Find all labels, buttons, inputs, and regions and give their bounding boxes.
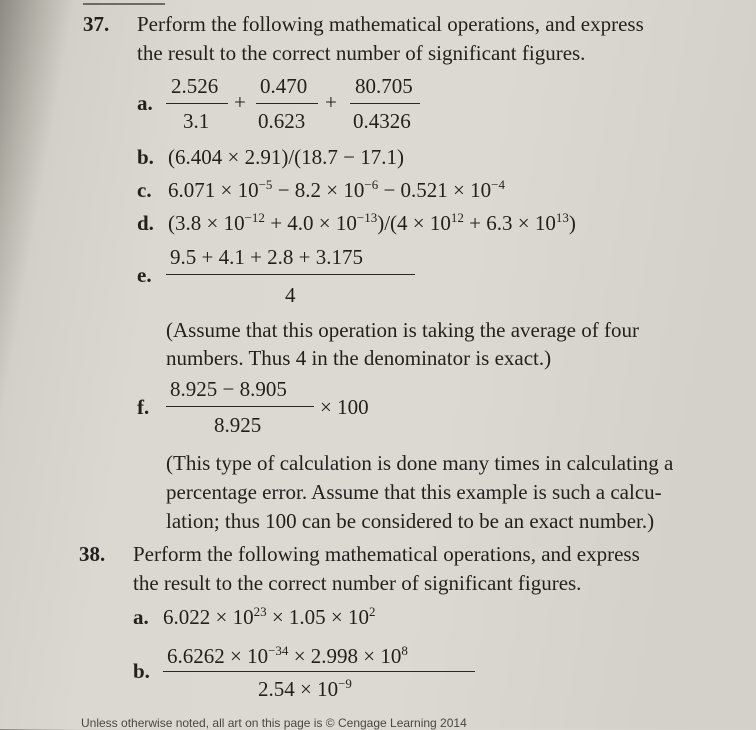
problem-38b-numerator: $6.6262 \times 10^{-34} \times 2.998 \times 10^8$ (167, 643, 408, 668)
problem-38b-label: b. (133, 659, 150, 683)
plus-sign-2: + (325, 90, 337, 114)
top-rule (83, 3, 165, 5)
problem-37e-denominator: 4 (285, 283, 296, 307)
problem-37f-denominator: 8.925 (214, 413, 262, 437)
problem-37d-label: d. (137, 211, 154, 235)
problem-37e-note-line-2: numbers. Thus 4 in the denominator is exact.) (166, 346, 552, 370)
problem-37-number: 37. (83, 12, 110, 36)
problem-37b-expression: (6.404 × 2.91)/(18.7 − 17.1) (168, 145, 404, 169)
problem-38-intro-line-2: the result to the correct number of significant figures. (133, 571, 582, 595)
problem-38a-label: a. (133, 605, 149, 629)
problem-38-number: 38. (79, 542, 106, 566)
plus-sign-1: + (234, 90, 246, 114)
fraction-2-numerator: 0.470 (260, 74, 308, 98)
problem-37f-fraction-bar (166, 406, 314, 407)
problem-37e-fraction-bar (166, 274, 415, 275)
problem-38b-denominator: $2.54 \times 10^{-9}$ (258, 676, 352, 701)
fraction-1-denominator: 3.1 (183, 109, 210, 133)
problem-37e-label: e. (137, 263, 152, 287)
fraction-3-numerator: 80.705 (355, 74, 413, 98)
problem-37c-label: c. (137, 178, 152, 202)
problem-38-intro-line-1: Perform the following mathematical operations, and express (133, 542, 640, 566)
fraction-1-numerator: 2.526 (171, 74, 219, 98)
problem-37b-label: b. (137, 145, 154, 169)
problem-38b-fraction-bar (163, 671, 475, 672)
problem-37-intro-line-1: Perform the following mathematical operations, and express (137, 12, 644, 36)
fraction-3-bar (350, 103, 420, 104)
fraction-2-denominator: 0.623 (258, 109, 306, 133)
fraction-2-bar (256, 103, 318, 104)
problem-37e-numerator: 9.5 + 4.1 + 2.8 + 3.175 (170, 245, 364, 269)
problem-38a-expression: $6.022 \times 10^{23} \times 1.05 \times 10^2$ (163, 604, 376, 629)
problem-37c-expression: $6.071 \times 10^{-5} - 8.2 \times 10^{-6} - 0.521 \times 10^{-4}$ (168, 177, 505, 202)
problem-37f-note-line-1: (This type of calculation is done many times in calculating a (166, 451, 674, 475)
problem-37a-label: a. (137, 91, 153, 115)
problem-37-intro-line-2: the result to the correct number of significant figures. (137, 41, 586, 65)
problem-37f-note-line-3: lation; thus 100 can be considered to be an exact number.) (166, 509, 655, 533)
problem-37d-expression: $(3.8 \times 10^{-12} + 4.0 \times 10^{-13})/(4 \times 10^{12} + 6.3 \times 10^{13})$ (168, 210, 576, 235)
problem-37f-numerator: 8.925 − 8.905 (170, 377, 287, 401)
fraction-1-bar (166, 103, 228, 104)
problem-37f-label: f. (137, 395, 150, 419)
fraction-3-denominator: 0.4326 (353, 109, 411, 133)
problem-37f-note-line-2: percentage error. Assume that this example is such a calcu- (166, 480, 662, 504)
page-footer-credit: Unless otherwise noted, all art on this page is © Cengage Learning 2014 (81, 716, 467, 730)
problem-37f-multiplier: × 100 (320, 395, 369, 419)
problem-37e-note-line-1: (Assume that this operation is taking the average of four (166, 318, 639, 342)
